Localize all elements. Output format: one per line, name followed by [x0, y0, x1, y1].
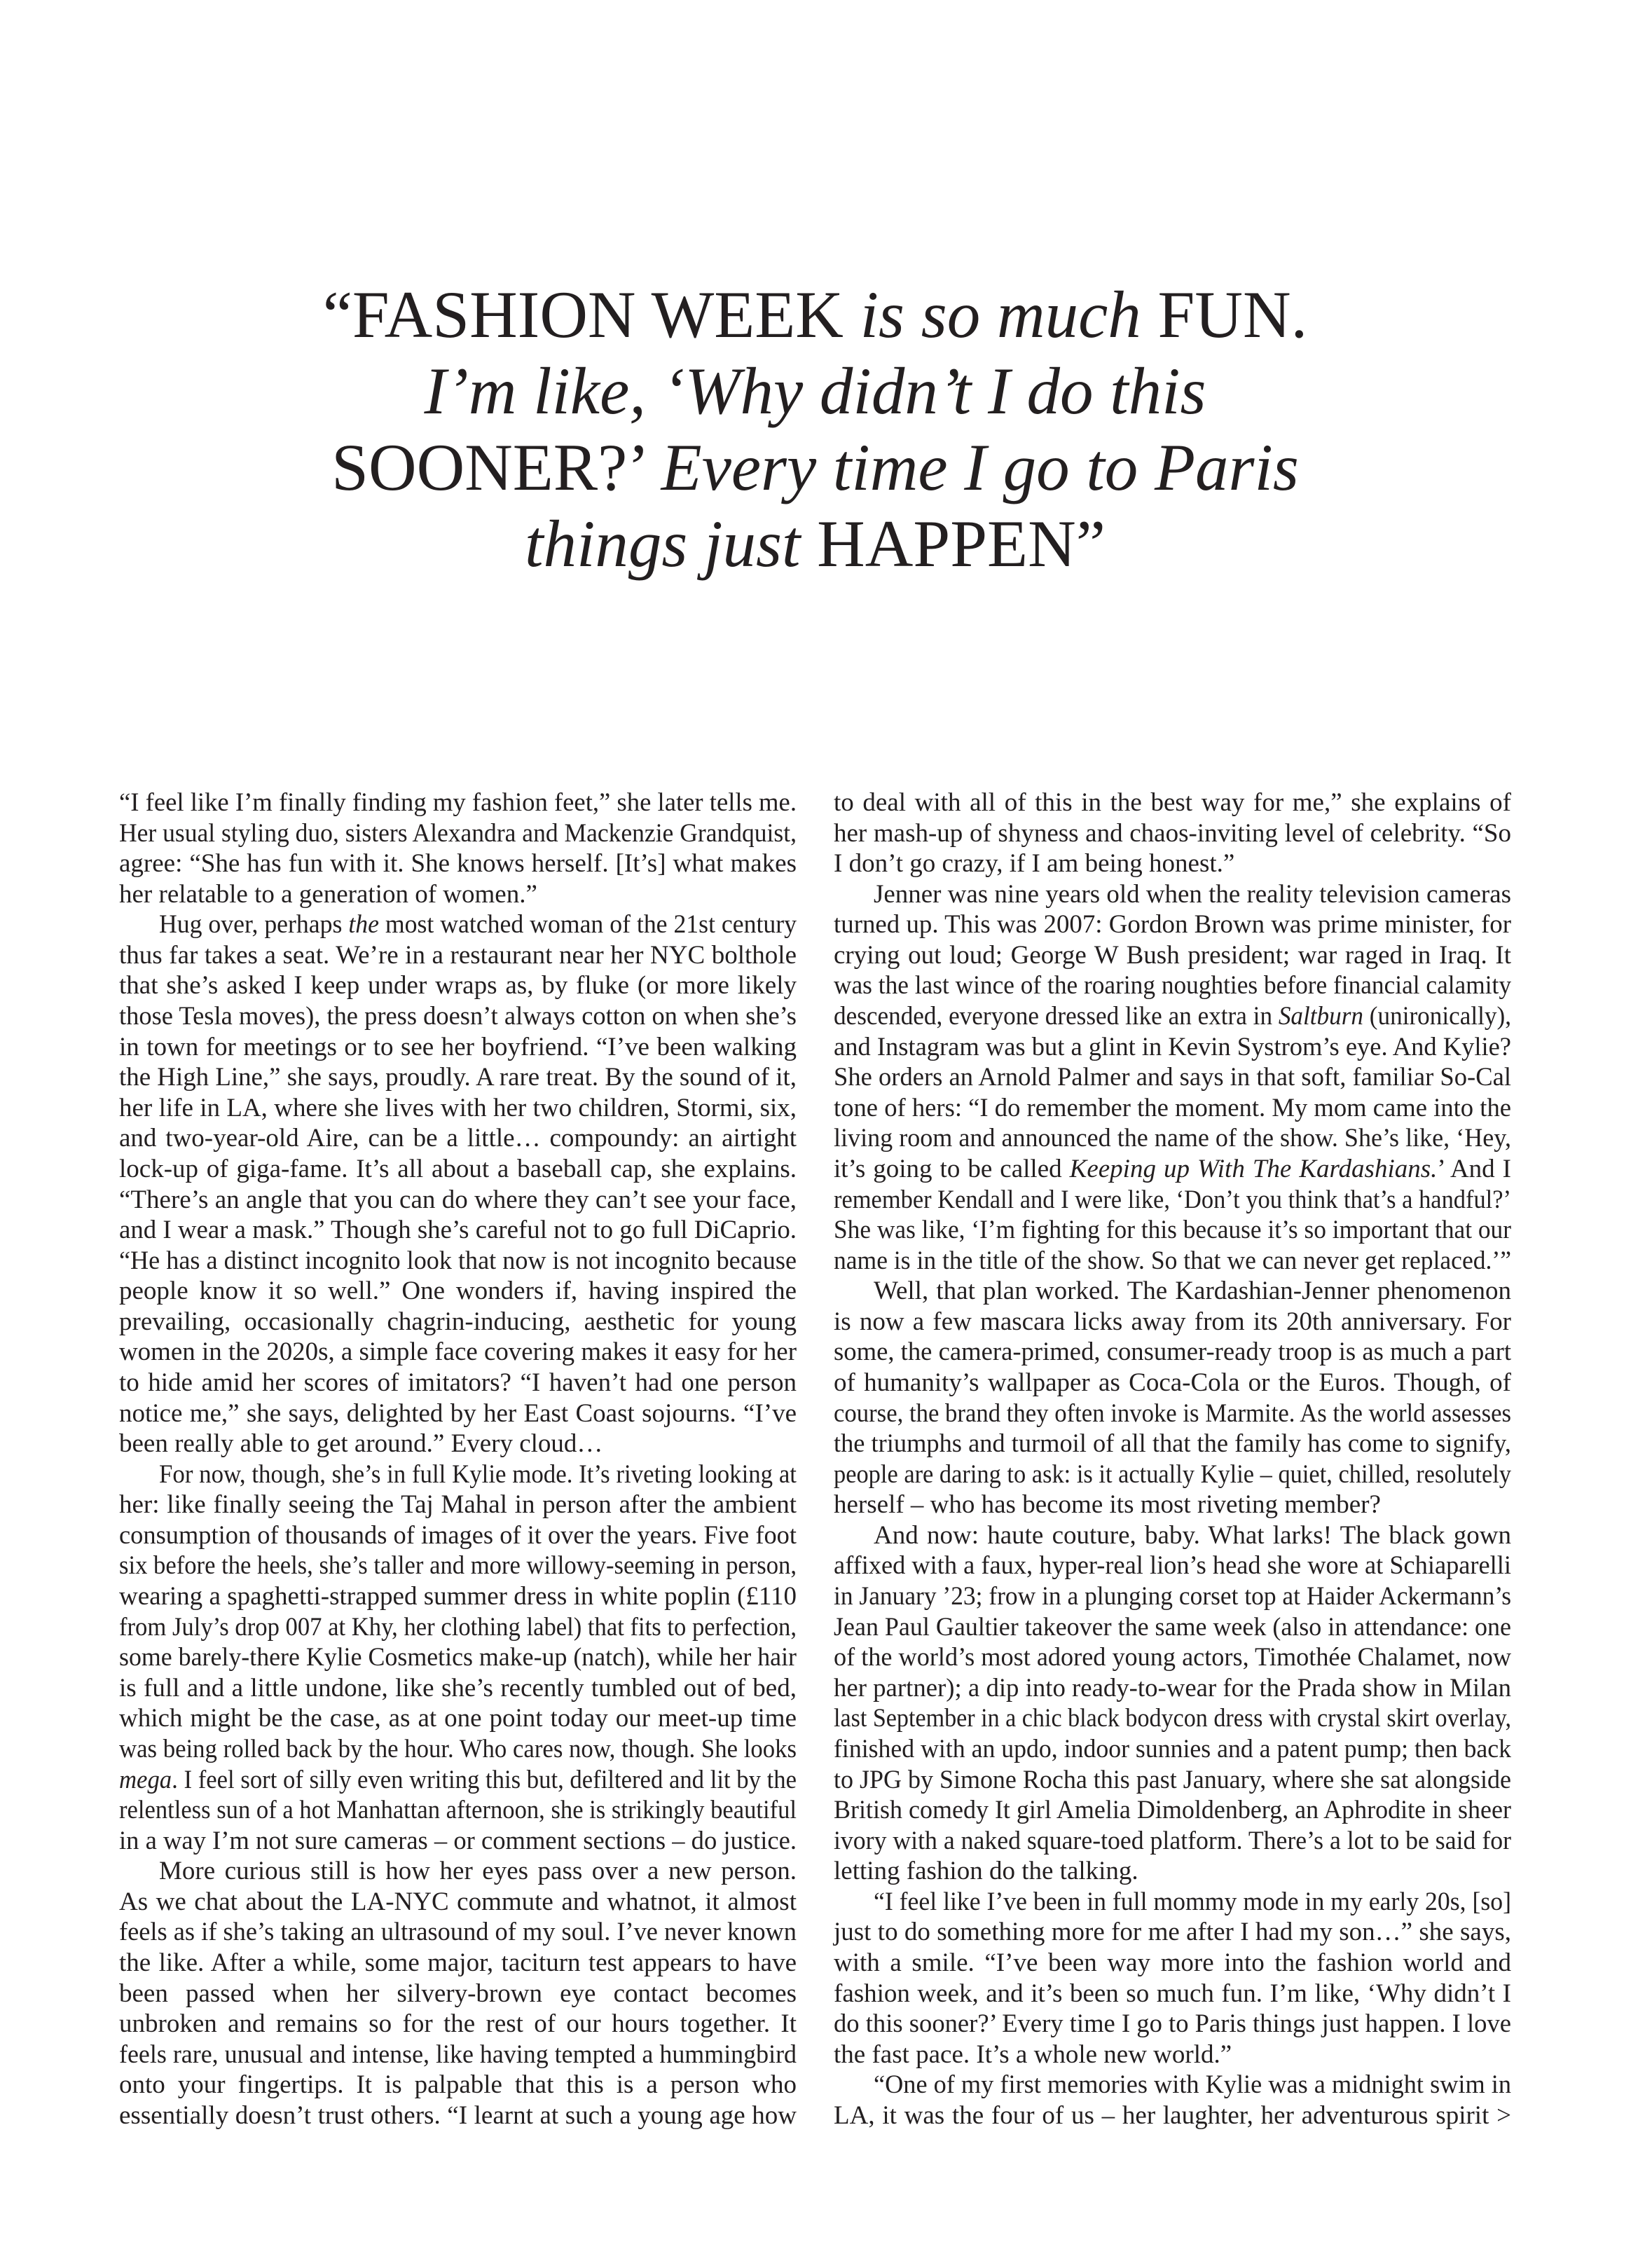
- text-segment: lock-up of giga-fame. It’s all about a baseball cap, she explains.: [119, 1154, 797, 1183]
- text-line: [119, 1857, 797, 1886]
- text-segment: tone of hers: “I do remember the moment. My mom came into the: [834, 1093, 1511, 1122]
- line-text: [834, 1857, 1138, 1886]
- line-text: [834, 910, 1511, 940]
- text-segment: . I feel sort of silly even writing this but, defiltered and lit by the: [172, 1765, 797, 1794]
- text-line: [834, 1521, 1511, 1550]
- text-segment: More curious still is how her eyes pass over a new person.: [159, 1857, 797, 1886]
- line-text: [119, 1613, 797, 1642]
- text-segment: of humanity’s wallpaper as Coca-Cola or the Euros. Though, of: [834, 1368, 1511, 1397]
- text-line: [834, 1155, 1511, 1184]
- text-segment: ivory with a naked square-toed platform. There’s a lot to be said for: [834, 1826, 1511, 1855]
- line-text: [119, 941, 797, 970]
- line-text: [834, 941, 1511, 970]
- text-segment: been passed when her silvery-brown eye contact becomes: [119, 1979, 797, 2008]
- italic-text-segment: is so much: [860, 277, 1141, 352]
- text-segment: Jean Paul Gaultier takeover the same week (also in attendance: one: [834, 1612, 1511, 1642]
- text-line: [834, 1429, 1511, 1459]
- line-text: [874, 1887, 1511, 1917]
- text-line: [834, 819, 1511, 848]
- text-line: [119, 2040, 797, 2070]
- text-segment: people know it so well.” One wonders if, having inspired the: [119, 1277, 797, 1306]
- line-text: [425, 353, 1206, 429]
- line-text: [834, 2040, 1232, 2070]
- line-text: [119, 1887, 797, 1917]
- text-segment: finished with an updo, indoor sunnies and a patent pump; then back: [834, 1734, 1511, 1763]
- line-text: [119, 880, 537, 909]
- text-segment: turned up. This was 2007: Gordon Brown was prime minister, for: [834, 910, 1511, 940]
- text-segment: agree: “She has fun with it. She knows herself. [It’s] what makes: [119, 849, 797, 879]
- line-text: [119, 1368, 797, 1398]
- line-text: [834, 1429, 1511, 1459]
- text-line: [119, 1002, 797, 1031]
- text-segment: people are daring to ask: is it actually Kylie – quiet, chilled, resolutely: [834, 1459, 1511, 1489]
- line-text: [834, 1337, 1511, 1367]
- text-segment: feels rare, unusual and intense, like having tempted a hummingbird: [119, 2040, 797, 2069]
- line-text: [834, 788, 1511, 818]
- text-line: [834, 1185, 1511, 1215]
- line-text: [834, 1002, 1511, 1031]
- text-segment: those Tesla moves), the press doesn’t always cotton on when she’s: [119, 1002, 797, 1031]
- line-text: [119, 1124, 797, 1153]
- line-text: [119, 2040, 797, 2070]
- line-text: [834, 1307, 1511, 1337]
- line-text: [834, 1399, 1511, 1429]
- line-text: [119, 2070, 797, 2100]
- line-text: [119, 1827, 797, 1856]
- text-segment: thus far takes a seat. We’re in a restaurant near her NYC bolthole: [119, 940, 797, 970]
- text-line: [834, 1033, 1511, 1062]
- line-text: [874, 1521, 1511, 1550]
- pull-quote-line: [119, 429, 1511, 506]
- text-segment: it’s going to be called: [834, 1154, 1070, 1183]
- text-segment: (unironically),: [1363, 1002, 1511, 1031]
- line-text: [834, 1827, 1511, 1856]
- text-segment: remember Kendall and I were like, ‘Don’t you think that’s a handful?’: [834, 1185, 1511, 1214]
- line-text: [119, 1246, 797, 1276]
- text-segment: living room and announced the name of the show. She’s like, ‘Hey,: [834, 1124, 1511, 1153]
- line-text: [119, 1735, 797, 1764]
- text-line: [119, 1216, 797, 1245]
- text-segment: She orders an Arnold Palmer and says in that soft, familiar So-Cal: [834, 1063, 1511, 1092]
- line-text: [874, 2070, 1511, 2100]
- text-line: [119, 1551, 797, 1581]
- text-line: [834, 1094, 1511, 1123]
- line-text: [874, 880, 1511, 909]
- line-text: [834, 1155, 1511, 1184]
- text-segment: essentially doesn’t trust others. “I learnt at such a young age how: [119, 2100, 797, 2130]
- text-line: [834, 2070, 1511, 2100]
- text-line: [834, 1796, 1511, 1825]
- text-segment: six before the heels, she’s taller and more willowy-seeming in person,: [119, 1551, 797, 1581]
- text-segment: prevailing, occasionally chagrin-inducing, aesthetic for young: [119, 1307, 797, 1336]
- text-segment: her relatable to a generation of women.”: [119, 879, 537, 909]
- line-text: [874, 1277, 1511, 1306]
- text-segment: to hide amid her scores of imitators? “I haven’t had one person: [119, 1368, 797, 1397]
- text-segment: been really able to get around.” Every cloud…: [119, 1429, 603, 1459]
- text-segment: the like. After a while, some major, taciturn test appears to have: [119, 1948, 797, 1977]
- text-line: [834, 1277, 1511, 1306]
- text-segment: fashion week, and it’s been so much fun. I’m like, ‘Why didn’t I: [834, 1979, 1511, 2008]
- text-segment: is full and a little undone, like she’s recently tumbled out of bed,: [119, 1673, 797, 1703]
- text-line: [119, 1155, 797, 1184]
- text-segment: affixed with a faux, hyper-real lion’s head she wore at Schiaparelli: [834, 1551, 1511, 1581]
- line-text: [834, 1979, 1511, 2009]
- line-text: [834, 849, 1234, 879]
- text-segment: LA, it was the four of us – her laughter, her adventurous spirit >: [834, 2100, 1511, 2130]
- line-text: [834, 1766, 1511, 1795]
- text-segment: her mash-up of shyness and chaos-inviting level of celebrity. “So: [834, 818, 1511, 848]
- text-line: [834, 1704, 1511, 1733]
- text-line: [119, 1766, 797, 1795]
- text-line: [834, 1368, 1511, 1398]
- text-segment: “I feel like I’m finally finding my fashion feet,” she later tells me.: [119, 788, 797, 817]
- line-text: [119, 1277, 797, 1306]
- text-segment: British comedy It girl Amelia Dimoldenberg, an Aphrodite in sheer: [834, 1796, 1511, 1825]
- text-line: [834, 910, 1511, 940]
- text-line: [119, 971, 797, 1000]
- text-segment: last September in a chic black bodycon dress with crystal skirt overlay,: [834, 1704, 1511, 1733]
- line-text: [119, 819, 797, 848]
- text-line: [834, 971, 1511, 1000]
- line-text: [834, 1094, 1511, 1123]
- text-segment: She was like, ‘I’m fighting for this because it’s so important that our: [834, 1216, 1511, 1245]
- text-segment: “FASHION WEEK: [322, 277, 860, 352]
- text-line: [119, 1979, 797, 2009]
- line-text: [159, 1460, 797, 1490]
- text-segment: in January ’23; frow in a plunging corset top at Haider Ackermann’s: [834, 1582, 1511, 1611]
- text-line: [119, 1887, 797, 1917]
- line-text: [834, 1246, 1511, 1276]
- text-segment: some barely-there Kylie Cosmetics make-up (natch), while her hair: [119, 1643, 797, 1672]
- text-segment: Well, that plan worked. The Kardashian-Jenner phenomenon: [874, 1277, 1511, 1306]
- line-text: [834, 819, 1511, 848]
- text-segment: the triumphs and turmoil of all that the family has come to signify,: [834, 1429, 1511, 1459]
- line-text: [159, 910, 797, 940]
- article-column-right: [834, 788, 1511, 2131]
- line-text: [119, 1704, 797, 1733]
- text-segment: As we chat about the LA-NYC commute and whatnot, it almost: [119, 1887, 797, 1916]
- text-line: [119, 2070, 797, 2100]
- text-segment: “He has a distinct incognito look that now is not incognito because: [119, 1246, 797, 1275]
- line-text: [119, 1155, 797, 1184]
- text-segment: ’ And I: [1437, 1154, 1511, 1183]
- line-text: [834, 1582, 1511, 1611]
- text-line: [119, 1704, 797, 1733]
- text-segment: wearing a spaghetti-strapped summer dress in white poplin (£110: [119, 1582, 797, 1611]
- text-line: [119, 1094, 797, 1123]
- line-text: [119, 1796, 797, 1825]
- line-text: [834, 1643, 1511, 1672]
- text-segment: from July’s drop 007 at Khy, her clothing label) that fits to perfection,: [119, 1612, 797, 1642]
- italic-text-segment: I’m like, ‘Why didn’t I do this: [424, 354, 1206, 428]
- line-text: [119, 1674, 797, 1703]
- text-line: [834, 1857, 1511, 1886]
- line-text: [834, 2009, 1511, 2039]
- line-text: [119, 2101, 797, 2131]
- text-line: [834, 1887, 1511, 1917]
- line-text: [119, 1521, 797, 1550]
- italic-text-segment: the: [348, 910, 379, 940]
- line-text: [331, 429, 1299, 506]
- italic-text-segment: mega: [119, 1765, 172, 1794]
- text-line: [119, 788, 797, 818]
- line-text: [119, 971, 797, 1000]
- text-segment: to deal with all of this in the best way for me,” she explains of: [834, 788, 1511, 817]
- text-line: [119, 1277, 797, 1306]
- text-segment: to JPG by Simone Rocha this past January, where she sat alongside: [834, 1765, 1511, 1794]
- line-text: [834, 1490, 1381, 1520]
- text-segment: is now a few mascara licks away from its 20th anniversary. For: [834, 1307, 1511, 1336]
- text-line: [834, 1643, 1511, 1672]
- text-segment: in a way I’m not sure cameras – or comment sections – do justice.: [119, 1826, 797, 1855]
- text-segment: her life in LA, where she lives with her two children, Stormi, six,: [119, 1093, 797, 1122]
- line-text: [834, 1185, 1511, 1215]
- text-line: [119, 1368, 797, 1398]
- line-text: [119, 1918, 797, 1947]
- text-segment: was the last wince of the roaring noughties before financial calamity: [834, 971, 1511, 1000]
- line-text: [834, 1124, 1511, 1153]
- text-segment: that she’s asked I keep under wraps as, by fluke (or more likely: [119, 971, 797, 1000]
- text-segment: Hug over, perhaps: [159, 910, 349, 940]
- text-segment: crying out loud; George W Bush president; war raged in Iraq. It: [834, 940, 1511, 970]
- italic-text-segment: Every time I go to Paris: [661, 430, 1299, 504]
- text-line: [119, 941, 797, 970]
- line-text: [119, 1948, 797, 1978]
- line-text: [119, 1399, 797, 1429]
- line-text: [119, 1979, 797, 2009]
- text-line: [834, 1490, 1511, 1520]
- text-line: [119, 2009, 797, 2039]
- italic-text-segment: things just: [525, 507, 801, 581]
- text-segment: some, the camera-primed, consumer-ready troop is as much a part: [834, 1337, 1511, 1367]
- text-segment: FUN.: [1141, 277, 1308, 352]
- text-line: [119, 1429, 797, 1459]
- text-line: [834, 788, 1511, 818]
- text-line: [834, 2009, 1511, 2039]
- text-line: [834, 1766, 1511, 1795]
- line-text: [159, 1857, 797, 1886]
- text-line: [834, 1337, 1511, 1367]
- text-line: [119, 910, 797, 940]
- line-text: [834, 1948, 1511, 1978]
- text-line: [119, 1460, 797, 1490]
- text-line: [834, 1063, 1511, 1092]
- text-line: [119, 1063, 797, 1092]
- text-line: [119, 880, 797, 909]
- line-text: [119, 1582, 797, 1611]
- text-line: [119, 1033, 797, 1062]
- article-column-left: [119, 788, 797, 2131]
- text-segment: onto your fingertips. It is palpable that this is a person who: [119, 2070, 797, 2100]
- line-text: [119, 1307, 797, 1337]
- text-segment: “I feel like I’ve been in full mommy mode in my early 20s, [so]: [874, 1887, 1511, 1916]
- text-segment: Her usual styling duo, sisters Alexandra and Mackenzie Grandquist,: [119, 818, 797, 848]
- text-line: [119, 1246, 797, 1276]
- text-line: [834, 1918, 1511, 1947]
- text-line: [834, 1948, 1511, 1978]
- text-line: [834, 1674, 1511, 1703]
- text-segment: which might be the case, as at one point today our meet-up time: [119, 1704, 797, 1733]
- text-line: [119, 1948, 797, 1978]
- pull-quote-line: [119, 277, 1511, 353]
- text-line: [119, 1613, 797, 1642]
- line-text: [119, 849, 797, 879]
- text-line: [119, 1582, 797, 1611]
- text-segment: and I wear a mask.” Though she’s careful not to go full DiCaprio.: [119, 1216, 797, 1245]
- text-segment: and Instagram was but a glint in Kevin Systrom’s eye. And Kylie?: [834, 1032, 1511, 1061]
- pull-quote-line: [119, 506, 1511, 582]
- line-text: [119, 1216, 797, 1245]
- text-line: [834, 1124, 1511, 1153]
- text-segment: SOONER?’: [331, 430, 661, 504]
- text-line: [119, 1337, 797, 1367]
- text-line: [119, 1643, 797, 1672]
- text-line: [119, 1827, 797, 1856]
- text-line: [834, 1582, 1511, 1611]
- line-text: [834, 1033, 1511, 1062]
- line-text: [834, 1613, 1511, 1642]
- pull-quote: [119, 277, 1511, 582]
- text-line: [834, 1399, 1511, 1429]
- line-text: [119, 1766, 797, 1795]
- text-segment: I don’t go crazy, if I am being honest.”: [834, 849, 1235, 879]
- text-segment: most watched woman of the 21st century: [378, 910, 797, 940]
- line-text: [119, 1033, 797, 1062]
- line-text: [119, 2009, 797, 2039]
- line-text: [323, 277, 1308, 353]
- text-line: [119, 819, 797, 848]
- text-line: [119, 1674, 797, 1703]
- text-line: [119, 1124, 797, 1153]
- text-line: [834, 2101, 1511, 2131]
- text-segment: “There’s an angle that you can do where they can’t see your face,: [119, 1185, 797, 1214]
- text-segment: “One of my first memories with Kylie was a midnight swim in: [874, 2070, 1511, 2100]
- text-line: [119, 849, 797, 879]
- text-line: [119, 1918, 797, 1947]
- text-segment: was being rolled back by the hour. Who cares now, though. She looks: [119, 1734, 797, 1763]
- text-segment: unbroken and remains so for the rest of our hours together. It: [119, 2009, 797, 2039]
- italic-text-segment: Saltburn: [1278, 1002, 1364, 1031]
- text-segment: the fast pace. It’s a whole new world.”: [834, 2040, 1232, 2069]
- line-text: [119, 1490, 797, 1520]
- text-line: [119, 1399, 797, 1429]
- text-line: [119, 1796, 797, 1825]
- line-text: [834, 971, 1511, 1000]
- text-segment: herself – who has become its most riveting member?: [834, 1490, 1381, 1520]
- line-text: [119, 1337, 797, 1367]
- text-segment: descended, everyone dressed like an extra in: [834, 1002, 1279, 1031]
- text-segment: do this sooner?’ Every time I go to Paris things just happen. I love: [834, 2009, 1511, 2039]
- text-line: [119, 1490, 797, 1520]
- pull-quote-line: [119, 353, 1511, 429]
- text-line: [119, 1307, 797, 1337]
- text-line: [834, 880, 1511, 909]
- text-line: [834, 1735, 1511, 1764]
- text-line: [119, 1521, 797, 1550]
- line-text: [834, 1796, 1511, 1825]
- line-text: [834, 1063, 1511, 1092]
- text-segment: with a smile. “I’ve been way more into the fashion world and: [834, 1948, 1511, 1977]
- line-text: [119, 1063, 797, 1092]
- text-segment: women in the 2020s, a simple face covering makes it easy for her: [119, 1337, 797, 1367]
- text-line: [834, 2040, 1511, 2070]
- line-text: [119, 1185, 797, 1215]
- line-text: [834, 1918, 1511, 1947]
- line-text: [834, 1704, 1511, 1733]
- text-segment: just to do something more for me after I had my son…” she says,: [834, 1918, 1511, 1947]
- text-segment: consumption of thousands of images of it over the years. Five foot: [119, 1520, 797, 1550]
- text-segment: letting fashion do the talking.: [834, 1857, 1138, 1886]
- text-line: [834, 1827, 1511, 1856]
- text-line: [119, 1735, 797, 1764]
- text-line: [119, 2101, 797, 2131]
- text-line: [834, 1307, 1511, 1337]
- text-segment: in town for meetings or to see her boyfriend. “I’ve been walking: [119, 1032, 797, 1061]
- line-text: [119, 788, 797, 818]
- line-text: [119, 1094, 797, 1123]
- text-segment: course, the brand they often invoke is Marmite. As the world assesses: [834, 1398, 1511, 1428]
- line-text: [834, 1368, 1511, 1398]
- text-segment: For now, though, she’s in full Kylie mode. It’s riveting looking at: [159, 1459, 797, 1489]
- line-text: [834, 1674, 1511, 1703]
- text-line: [834, 1002, 1511, 1031]
- text-segment: And now: haute couture, baby. What larks! The black gown: [874, 1520, 1511, 1550]
- text-segment: name is in the title of the show. So that we can never get replaced.’”: [834, 1246, 1511, 1275]
- text-segment: of the world’s most adored young actors, Timothée Chalamet, now: [834, 1643, 1511, 1672]
- line-text: [119, 1002, 797, 1031]
- line-text: [525, 506, 1106, 582]
- line-text: [119, 1429, 603, 1459]
- text-segment: notice me,” she says, delighted by her East Coast sojourns. “I’ve: [119, 1398, 797, 1428]
- line-text: [834, 1460, 1511, 1490]
- text-line: [834, 941, 1511, 970]
- text-line: [834, 1551, 1511, 1581]
- text-segment: her: like finally seeing the Taj Mahal in person after the ambient: [119, 1490, 797, 1520]
- text-segment: the High Line,” she says, proudly. A rare treat. By the sound of it,: [119, 1063, 797, 1092]
- text-line: [834, 1979, 1511, 2009]
- text-line: [119, 1185, 797, 1215]
- text-line: [834, 1460, 1511, 1490]
- line-text: [834, 1735, 1511, 1764]
- line-text: [834, 2101, 1511, 2131]
- text-line: [834, 1216, 1511, 1245]
- text-segment: her partner); a dip into ready-to-wear for the Prada show in Milan: [834, 1673, 1511, 1703]
- text-line: [834, 1246, 1511, 1276]
- text-line: [834, 1613, 1511, 1642]
- text-segment: relentless sun of a hot Manhattan afternoon, she is strikingly beautiful: [119, 1796, 797, 1825]
- line-text: [834, 1551, 1511, 1581]
- text-segment: feels as if she’s taking an ultrasound of my soul. I’ve never known: [119, 1918, 797, 1947]
- text-segment: Jenner was nine years old when the reality television cameras: [874, 879, 1511, 909]
- text-line: [834, 849, 1511, 879]
- text-segment: and two-year-old Aire, can be a little… compoundy: an airtight: [119, 1124, 797, 1153]
- line-text: [119, 1643, 797, 1672]
- italic-text-segment: Keeping up With The Kardashians.: [1069, 1154, 1438, 1183]
- text-segment: HAPPEN”: [800, 507, 1106, 581]
- line-text: [834, 1216, 1511, 1245]
- line-text: [119, 1551, 797, 1581]
